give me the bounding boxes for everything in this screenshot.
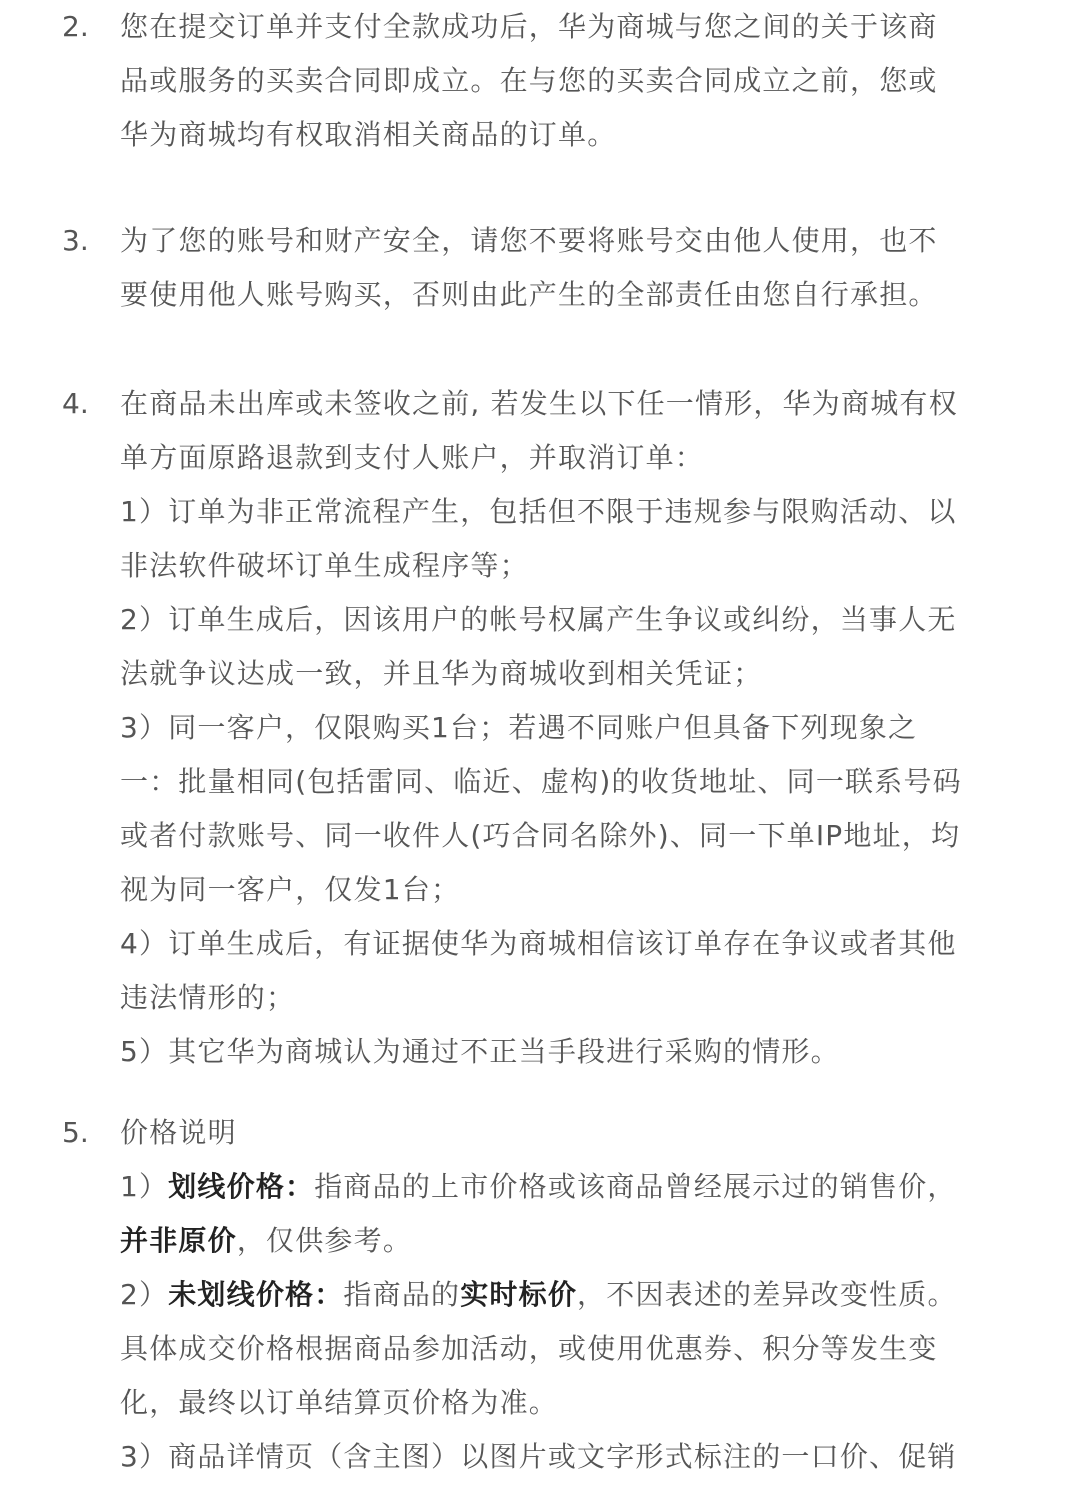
term-line: 您在提交订单并支付全款成功后，华为商城与您之间的关于该商: [120, 10, 938, 43]
term-line: 或者付款账号、同一收件人(巧合同名除外)、同一下单IP地址，均: [120, 819, 961, 852]
realtime-price-label: 实时标价: [460, 1278, 578, 1311]
term-line: 2）订单生成后，因该用户的帐号权属产生争议或纠纷，当事人无: [120, 603, 957, 636]
line-prefix: 1）: [120, 1170, 169, 1203]
line-text: ，仅供参考。: [236, 1224, 413, 1257]
line-text: 指商品的上市价格或该商品曾经展示过的销售价，: [314, 1170, 957, 1203]
term-number: 3.: [62, 224, 89, 257]
term-line: 为了您的账号和财产安全，请您不要将账号交由他人使用，也不: [120, 224, 938, 257]
term-line: 在商品未出库或未签收之前, 若发生以下任一情形，华为商城有权: [120, 387, 958, 420]
not-original-price-label: 并非原价: [120, 1224, 237, 1257]
term-number: 2.: [62, 10, 89, 43]
term-line: 4）订单生成后，有证据使华为商城相信该订单存在争议或者其他: [120, 927, 957, 960]
term-line: 化，最终以订单结算页价格为准。: [120, 1386, 559, 1419]
term-line: 非法软件破坏订单生成程序等；: [120, 549, 529, 582]
line-prefix: 2）: [120, 1278, 169, 1311]
price-line-uncrossed: [120, 1268, 957, 1322]
line-text: 指商品的: [343, 1278, 461, 1311]
term-number: 4.: [62, 387, 89, 420]
term-line: 视为同一客户，仅发1台；: [120, 873, 461, 906]
term-line: 要使用他人账号购买，否则由此产生的全部责任由您自行承担。: [120, 278, 938, 311]
term-line: 一：批量相同(包括雷同、临近、虚构)的收货地址、同一联系号码: [120, 765, 962, 798]
term-line: 5）其它华为商城认为通过不正当手段进行采购的情形。: [120, 1035, 840, 1068]
line-text: ，不因表述的差异改变性质。: [577, 1278, 957, 1311]
term-title: 价格说明: [120, 1116, 237, 1149]
term-line: 具体成交价格根据商品参加活动，或使用优惠券、积分等发生变: [120, 1332, 938, 1365]
term-line: 华为商城均有权取消相关商品的订单。: [120, 118, 617, 151]
price-line-crossed: [120, 1160, 957, 1214]
term-line: 3）同一客户，仅限购买1台；若遇不同账户但具备下列现象之: [120, 711, 918, 744]
uncrossed-price-label: 未划线价格：: [168, 1278, 344, 1311]
crossed-price-label: 划线价格：: [168, 1170, 315, 1203]
term-line: 违法情形的；: [120, 981, 296, 1014]
price-line-not-original: [120, 1214, 412, 1268]
term-line: 品或服务的买卖合同即成立。在与您的买卖合同成立之前，您或: [120, 64, 938, 97]
term-line: 法就争议达成一致，并且华为商城收到相关凭证；: [120, 657, 763, 690]
term-line: 3）商品详情页（含主图）以图片或文字形式标注的一口价、促销: [120, 1440, 957, 1473]
term-line: 1）订单为非正常流程产生，包括但不限于违规参与限购活动、以: [120, 495, 957, 528]
term-line: 单方面原路退款到支付人账户，并取消订单：: [120, 441, 705, 474]
term-number: 5.: [62, 1116, 89, 1149]
